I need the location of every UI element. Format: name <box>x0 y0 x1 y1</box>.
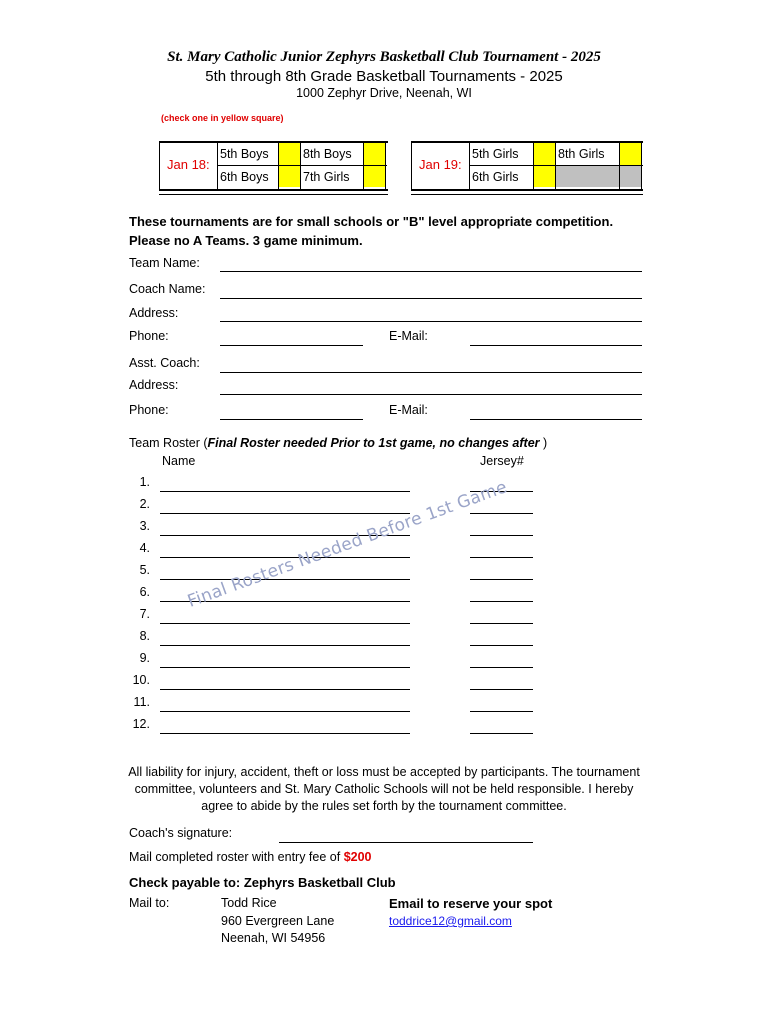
asst-coach-field[interactable] <box>220 372 642 373</box>
liability-statement: All liability for injury, accident, theft or loss must be accepted by participants. The tournament committee, volunteers and St. Mary Catholic Schools will not be held responsible. I hereby agree to abide by the rules set forth by the tournament committee. <box>128 765 640 813</box>
roster-jersey-field[interactable] <box>470 623 533 624</box>
roster-number: 2. <box>139 497 150 511</box>
coach-name-label: Coach Name: <box>129 282 206 296</box>
asst-phone-field[interactable] <box>220 419 363 420</box>
roster-name-header: Name <box>162 454 196 468</box>
roster-number: 10. <box>132 673 150 687</box>
jan18-selection-table <box>159 141 388 191</box>
roster-name-field[interactable] <box>160 733 410 734</box>
address-label: Address: <box>129 306 179 320</box>
roster-jersey-field[interactable] <box>470 601 533 602</box>
intro-line-1: These tournaments are for small schools or "B" level appropriate competition. <box>129 214 614 229</box>
jan19-empty-check-cell <box>620 166 641 187</box>
asst-phone-label: Phone: <box>129 403 169 417</box>
jan18-6th-boys-checkbox[interactable] <box>279 166 300 187</box>
jan19-6th-girls-label: 6th Girls <box>472 170 519 184</box>
roster-name-field[interactable] <box>160 491 410 492</box>
jan18-label: Jan 18: <box>167 157 210 172</box>
roster-name-field[interactable] <box>160 711 410 712</box>
roster-number: 9. <box>139 651 150 665</box>
roster-jersey-field[interactable] <box>470 667 533 668</box>
roster-name-field[interactable] <box>160 645 410 646</box>
phone-label: Phone: <box>129 329 169 343</box>
roster-number: 4. <box>139 541 150 555</box>
check-instruction: (check one in yellow square) <box>161 113 284 123</box>
form-title: St. Mary Catholic Junior Zephyrs Basketball Club Tournament - 2025 <box>167 49 601 65</box>
roster-number: 3. <box>139 519 150 533</box>
jan19-5th-girls-checkbox[interactable] <box>534 143 555 165</box>
mail-fee-line: Mail completed roster with entry fee of $200 <box>129 850 372 864</box>
roster-number: 5. <box>139 563 150 577</box>
roster-name-field[interactable] <box>160 513 410 514</box>
roster-jersey-header: Jersey# <box>480 454 524 468</box>
asst-address-label: Address: <box>129 378 179 392</box>
jan18-5th-boys-label: 5th Boys <box>220 147 269 161</box>
jan19-8th-girls-label: 8th Girls <box>558 147 605 161</box>
roster-name-field[interactable] <box>160 579 410 580</box>
intro-line-2: Please no A Teams. 3 game minimum. <box>129 233 363 248</box>
roster-number: 1. <box>139 475 150 489</box>
team-name-field[interactable] <box>220 271 642 272</box>
roster-name-field[interactable] <box>160 623 410 624</box>
roster-jersey-field[interactable] <box>470 535 533 536</box>
mail-to-label: Mail to: <box>129 896 170 910</box>
asst-email-label: E-Mail: <box>389 403 428 417</box>
phone-field[interactable] <box>220 345 363 346</box>
roster-name-field[interactable] <box>160 667 410 668</box>
jan18-5th-boys-checkbox[interactable] <box>279 143 300 165</box>
roster-jersey-field[interactable] <box>470 711 533 712</box>
mail-to-street: 960 Evergreen Lane <box>221 914 335 928</box>
form-subtitle: 5th through 8th Grade Basketball Tournaments - 2025 <box>205 68 563 85</box>
jan19-5th-girls-label: 5th Girls <box>472 147 519 161</box>
mail-to-name: Todd Rice <box>221 896 277 910</box>
team-name-label: Team Name: <box>129 256 200 270</box>
jan18-6th-boys-label: 6th Boys <box>220 170 269 184</box>
contact-email-link[interactable]: toddrice12@gmail.com <box>389 914 512 928</box>
jan19-8th-girls-checkbox[interactable] <box>620 143 641 165</box>
jan19-empty-cell <box>556 166 619 187</box>
watermark-text: Final Rosters Needed Before 1st Game <box>185 477 510 612</box>
jan18-8th-boys-label: 8th Boys <box>303 147 352 161</box>
signature-label: Coach's signature: <box>129 826 233 840</box>
jan18-8th-boys-checkbox[interactable] <box>364 143 385 165</box>
roster-jersey-field[interactable] <box>470 579 533 580</box>
roster-number: 7. <box>139 607 150 621</box>
roster-jersey-field[interactable] <box>470 689 533 690</box>
roster-number: 12. <box>132 717 150 731</box>
jan19-label: Jan 19: <box>419 157 462 172</box>
jan18-7th-girls-label: 7th Girls <box>303 170 350 184</box>
jan19-selection-table <box>411 141 643 191</box>
roster-number: 8. <box>139 629 150 643</box>
venue-address: 1000 Zephyr Drive, Neenah, WI <box>296 86 472 100</box>
roster-jersey-field[interactable] <box>470 733 533 734</box>
roster-emphasis: Final Roster needed Prior to 1st game, no changes after <box>207 436 540 450</box>
roster-label: Team Roster (Final Roster needed Prior to 1st game, no changes after ) <box>129 436 548 450</box>
jan18-7th-girls-checkbox[interactable] <box>364 166 385 187</box>
roster-jersey-field[interactable] <box>470 513 533 514</box>
jan19-6th-girls-checkbox[interactable] <box>534 166 555 187</box>
signature-field[interactable] <box>279 842 533 843</box>
roster-jersey-field[interactable] <box>470 557 533 558</box>
email-reserve-heading: Email to reserve your spot <box>389 896 553 911</box>
address-field[interactable] <box>220 321 642 322</box>
entry-fee: $200 <box>343 850 372 864</box>
roster-name-field[interactable] <box>160 689 410 690</box>
check-payable: Check payable to: Zephyrs Basketball Club <box>129 875 396 890</box>
roster-number: 11. <box>133 695 150 709</box>
coach-name-field[interactable] <box>220 298 642 299</box>
asst-email-field[interactable] <box>470 419 642 420</box>
roster-jersey-field[interactable] <box>470 645 533 646</box>
email-label: E-Mail: <box>389 329 428 343</box>
mail-to-city: Neenah, WI 54956 <box>221 931 326 945</box>
asst-coach-label: Asst. Coach: <box>129 356 200 370</box>
asst-address-field[interactable] <box>220 394 642 395</box>
roster-number: 6. <box>139 585 150 599</box>
email-field[interactable] <box>470 345 642 346</box>
